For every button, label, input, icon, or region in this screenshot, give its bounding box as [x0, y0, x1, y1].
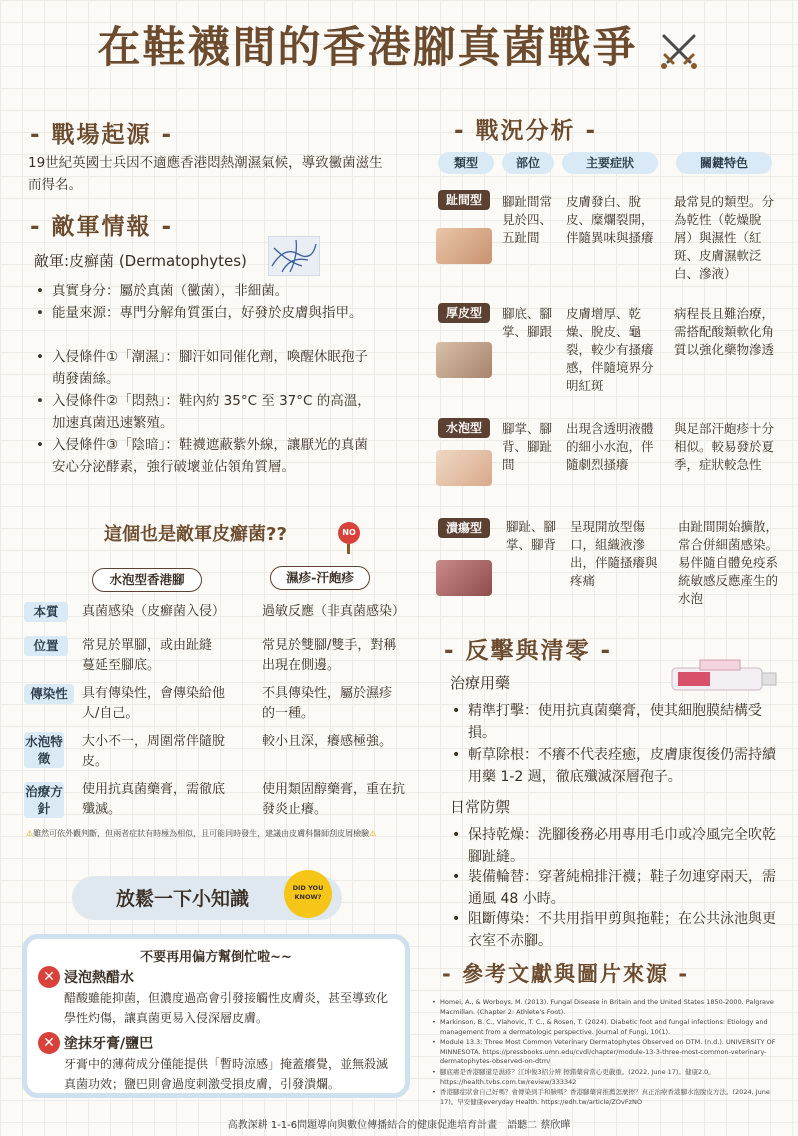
symptom-cell: 呈現開放型傷口，組織液滲出，伴隨搔癢與疼痛 [570, 519, 658, 588]
compare-label: 水泡特徵 [25, 734, 63, 766]
enemy-bullet: • 入侵條件③「陰暗」：鞋襪遮蔽紫外線，讓厭光的真菌安心分泌酵素，強行破壞並佔領角質層。 [34, 434, 374, 478]
feature-cell: 與足部汗皰疹十分相似。較易發於夏季，症狀較急性 [674, 421, 775, 472]
tips-subtitle: 不要再用偏方幫倒忙啦~~ [140, 950, 292, 965]
footer-credit: 高教深耕 1-1-6問題導向與數位傳播結合的健康促進培育計畫 語聽二 蔡欣曄 [227, 1120, 571, 1131]
foot-image [436, 228, 492, 264]
tips-banner-title: 放鬆一下小知識 [116, 888, 250, 910]
foot-image [436, 342, 492, 378]
compare-cell-a: 常見於單腳，或由趾縫蔓延至腳底。 [82, 638, 213, 673]
reference-item: • 香港腳症狀會自己好嗎？會傳染到手和臉嗎？香港腳藥膏推薦怎麼擦？真正治療香港腳水泡脫皮方法。(2024, June 17)。早安健康everyday Health. https://edh.tw/article/ZOvFzNO [440, 1088, 785, 1107]
foot-image [436, 560, 492, 596]
compare-cell-b: 較小且深，癢感極強。 [262, 734, 393, 749]
compare-warning-text: 雖然可依外觀判斷，但兩者症狀有時極為相似，且可能同時發生，建議由皮膚科醫師刮皮屑檢驗 [33, 829, 370, 838]
table-header-symptom: 主要症狀 [562, 152, 658, 174]
origin-text: 19世紀英國士兵因不適應香港悶熱潮濕氣候，導致黴菌滋生而得名。 [28, 155, 383, 193]
compare-cell-b: 過敏反應（非真菌感染） [262, 604, 406, 619]
site-cell: 腳趾、腳掌、腳背 [506, 519, 557, 552]
daily-bullet: • 保持乾燥：洗腳後務必用專用毛巾或冷風完全吹乾腳趾縫。 [450, 824, 785, 868]
compare-cell-a: 真菌感染（皮癬菌入侵） [82, 604, 226, 619]
compare-warning [26, 828, 376, 839]
enemy-bullet: • 能量來源：專門分解角質蛋白，好發於皮膚與指甲。 [34, 302, 374, 324]
table-header-type: 類型 [438, 152, 494, 174]
tip-title: 塗抹牙膏/鹽巴 [64, 1036, 154, 1052]
type-label: 潰瘍型 [438, 518, 490, 538]
compare-cell-b: 常見於雙腳/雙手，對稱出現在側邊。 [262, 638, 397, 673]
medication-bullet: • 精準打擊：使用抗真菌藥膏，使其細胞膜結構受損。 [450, 700, 785, 744]
medication-title: 治療用藥 [450, 674, 511, 692]
compare-label: 傳染性 [24, 684, 74, 704]
cross-icon: ✕ [38, 966, 60, 988]
feature-cell: 最常見的類型。分為乾性（乾燥脫屑）與濕性（紅斑、皮膚濕軟泛白、滲液） [674, 194, 775, 281]
type-label: 厚皮型 [438, 303, 490, 323]
tip-text: 牙膏中的薄荷成分僅能提供「暫時涼感」掩蓋癢覺，並無殺滅真菌功效；鹽巴則會過度刺激受損皮膚，引發潰爛。 [64, 1057, 389, 1091]
did-you-know-badge: DID YOU KNOW? [284, 870, 332, 918]
no-sign-pole [347, 544, 350, 554]
warning-icon: ⚠ [26, 829, 34, 838]
reference-item: • Homei, A., & Worboys, M. (2013). Fungal Disease in Britain and the United States 1850-2000. Palgrave Macmillan. (Chapter 2: Athlete's Foot). [440, 998, 785, 1017]
reference-item: • 腳底癢是香港腳還是濕疹？江坤俊3招分辨 擦錯藥膏當心更嚴重。(2022, June 17)。健康2.0。https://health.tvbs.com.tw/review/333342 [440, 1068, 785, 1087]
site-cell: 腳掌、腳背、腳趾間 [502, 421, 553, 472]
enemy-bullet: • 入侵條件②「悶熱」：鞋內約 35°C 至 37°C 的高溫，加速真菌迅速繁殖。 [34, 390, 374, 434]
reference-item: • Markinson, B. C., Vlahovic, T. C., & Rosen, T. (2024). Diabetic foot and fungal infections: Etiology and management from a dermatologic perspective. Journal of Fungi, 10(1). [440, 1018, 785, 1037]
warning-icon: ⚠ [369, 829, 377, 838]
daily-defense-title: 日常防禦 [450, 798, 511, 816]
compare-question: 這個也是敵軍皮癬菌?? [104, 524, 287, 545]
table-header-site: 部位 [502, 152, 554, 174]
daily-bullet: • 阻斷傳染：不共用指甲剪與拖鞋；在公共泳池與更衣室不赤腳。 [450, 908, 785, 952]
daily-bullet: • 裝備輪替：穿著純棉排汗襪；鞋子勿連穿兩天，需通風 48 小時。 [450, 866, 785, 910]
crossed-swords-icon [658, 30, 700, 72]
compare-col1-header: 水泡型香港腳 [92, 568, 202, 592]
feature-cell: 由趾間開始擴散，常合併細菌感染。易伴隨自體免疫系統敏感反應產生的水泡 [678, 519, 779, 606]
compare-cell-a: 大小不一，周圍常伴隨脫皮。 [82, 734, 226, 769]
compare-label: 治療方針 [25, 784, 63, 816]
tip-text: 醋酸雖能抑菌，但濃度過高會引發接觸性皮膚炎，甚至導致化學性灼傷，讓真菌更易入侵深層皮膚。 [64, 991, 389, 1025]
reference-item: • Module 13.3: Three Most Common Veterinary Dermatophytes Observed on DTM. (n.d.). UNIVERSITY OF MINNESOTA. https://pressbooks.umn.edu/cvdl/chapter/module-13-3-three-most-common-veterinary-dermatophytes-observed-on-dtm/ [440, 1038, 785, 1067]
compare-label: 位置 [24, 636, 68, 656]
symptom-cell: 皮膚發白、脫皮、糜爛裂開，伴隨異味與搔癢 [566, 194, 654, 245]
compare-cell-b: 使用類固醇藥膏，重在抗發炎止癢。 [262, 782, 406, 817]
compare-label: 本質 [24, 602, 68, 622]
references-heading: - 參考文獻與圖片來源 - [442, 962, 690, 986]
origin-heading: - 戰場起源 - [30, 122, 174, 148]
enemy-bullet: • 入侵條件①「潮濕」：腳汗如同催化劑，喚醒休眠孢子萌發菌絲。 [34, 346, 374, 390]
symptom-cell: 出現含透明液體的細小水泡，伴隨劇烈搔癢 [566, 421, 654, 472]
compare-cell-b: 不具傳染性，屬於濕疹的一種。 [262, 686, 393, 721]
compare-col2-header: 濕疹-汗皰疹 [270, 566, 370, 590]
compare-cell-a: 使用抗真菌藥膏，需徹底殲滅。 [82, 782, 226, 817]
foot-image [436, 450, 492, 486]
feature-cell: 病程長且難治療，需搭配酸類軟化角質以強化藥物滲透 [674, 306, 775, 357]
fungus-microscope-image [268, 236, 320, 276]
ointment-tube-image [670, 658, 780, 696]
medication-bullet: • 斬草除根：不癢不代表痊癒，皮膚康復後仍需持續用藥 1-2 週，徹底殲滅深層孢子。 [450, 744, 785, 788]
type-label: 水泡型 [438, 418, 490, 438]
site-cell: 腳趾間常見於四、五趾間 [502, 194, 553, 245]
enemy-name: 敵軍:皮癬菌 (Dermatophytes) [34, 252, 247, 270]
no-sign-icon: NO [338, 522, 360, 544]
analysis-heading: - 戰況分析 - [454, 118, 598, 144]
enemy-heading: - 敵軍情報 - [30, 214, 174, 240]
enemy-bullet: • 真實身分：屬於真菌（黴菌），非細菌。 [34, 280, 374, 302]
symptom-cell: 皮膚增厚、乾燥、脫皮、龜裂，較少有搔癢感，伴隨境界分明紅斑 [566, 306, 654, 393]
cross-icon: ✕ [38, 1032, 60, 1054]
compare-cell-a: 具有傳染性，會傳染給他人/自己。 [82, 686, 226, 721]
tip-title: 浸泡熱醋水 [64, 970, 134, 986]
page-title-text: 在鞋襪間的香港腳真菌戰爭 [97, 23, 638, 73]
type-label: 趾間型 [438, 190, 490, 210]
page-title [0, 14, 798, 78]
site-cell: 腳底、腳掌、腳跟 [502, 306, 553, 339]
table-header-feature: 關鍵特色 [676, 152, 772, 174]
counter-heading: - 反擊與清零 - [444, 638, 613, 664]
